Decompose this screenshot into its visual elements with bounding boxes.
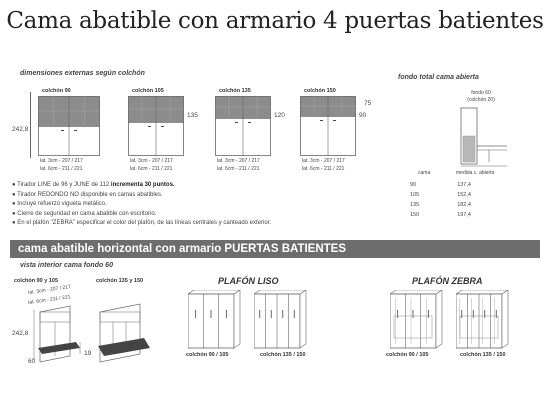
vista-label-b: colchón 135 y 150 (96, 278, 144, 284)
cama-cell: 105 (410, 192, 420, 198)
vista-leg: 19 (84, 350, 92, 357)
zebra-cabinet (390, 290, 446, 350)
cabinet-lat: lat. 3cm - 207 / 217 (302, 158, 345, 164)
liso-cabinet (254, 290, 310, 350)
fondo-table-wrap (410, 180, 475, 220)
medida-cell: 137,4 (457, 182, 471, 188)
list-item: ● Cierre de seguridad en cama abatible con escritorio. (12, 210, 157, 217)
last-dim-label: 75 (364, 100, 372, 107)
cama-cell: 150 (410, 212, 420, 218)
cabinet-lat: lat. 6cm - 211 / 221 (130, 166, 173, 172)
liso-cabinet (188, 290, 244, 350)
cabinet-label: colchón 135 (219, 88, 251, 94)
plafon-zebra-title: PLAFÓN ZEBRA (412, 276, 483, 286)
list-item: ● Incluye refuerzo vigueta metálico. (12, 201, 107, 207)
cabinet-dim: 90 (359, 112, 367, 119)
fondo-table (410, 180, 475, 220)
cabinet-elevation (128, 96, 184, 156)
table-row (410, 180, 475, 190)
vista-label-a: colchón 90 y 105 (14, 278, 59, 284)
cabinet-lat: lat. 3cm - 207 / 217 (130, 158, 173, 164)
cabinet-dim: 120 (274, 112, 285, 119)
list-item: ● Tirador LINE de 96 y JUNE de 112 incrementa 30 puntos. (12, 182, 175, 188)
section-band: cama abatible horizontal con armario PUERTAS BATIENTES (10, 240, 540, 258)
cabinet-lat: lat. 3cm - 207 / 217 (40, 158, 83, 164)
medida-cell: 182,4 (457, 202, 471, 208)
vista-lat1: lat. 3cm - 207 / 217 (28, 284, 72, 296)
cabinet-lat: lat. 6cm - 211 / 221 (217, 166, 260, 172)
cabinet-lat: lat. 6cm - 211 / 221 (302, 166, 345, 172)
page-title: Cama abatible con armario 4 puertas batientes (6, 8, 544, 34)
vista-heading: vista interior cama fondo 60 (20, 262, 113, 269)
cabinet-label: colchón 90 (42, 88, 71, 94)
vista-depth: 60 (28, 358, 36, 365)
plafon-zebra-b: colchón 135 / 150 (460, 352, 506, 358)
height-label: 242,8 (12, 126, 29, 133)
cabinet-elevation (215, 96, 271, 156)
cama-cell: 90 (410, 182, 417, 188)
plafon-liso-a: colchón 90 / 105 (186, 352, 229, 358)
vista-interior-diagrams (30, 290, 190, 366)
fondo-col1: cama (418, 170, 431, 176)
plafon-liso-b: colchón 135 / 150 (260, 352, 306, 358)
dimensiones-heading: dimensiones externas según colchón (20, 70, 145, 77)
zebra-cabinet (456, 290, 512, 350)
plafon-liso-title: PLAFÓN LISO (218, 276, 279, 286)
cabinet-elevation (300, 96, 356, 156)
table-row (410, 210, 475, 220)
list-item: ● Tirador REDONDO NO disponible en camas abatibles. (12, 191, 163, 198)
medida-cell: 152,4 (457, 192, 471, 198)
cabinet-dim: 135 (187, 112, 198, 119)
table-row (410, 190, 475, 200)
cama-cell: 135 (410, 202, 420, 208)
fondo-heading: fondo total cama abierta (398, 74, 479, 81)
fondo-sub1: fondo 60 (471, 90, 491, 96)
table-row (410, 200, 475, 210)
fondo-col2: medida c. abierta (456, 170, 495, 176)
cabinet-label: colchón 105 (132, 88, 164, 94)
plafon-zebra-a: colchón 90 / 105 (386, 352, 429, 358)
side-profile-diagram (455, 106, 515, 168)
cabinet-elevation (38, 96, 100, 156)
height-line (30, 92, 31, 158)
cabinet-label: colchón 150 (304, 88, 336, 94)
cabinet-lat: lat. 6cm - 211 / 221 (40, 166, 83, 172)
vista-lat2: lat. 6cm - 211 / 221 (28, 294, 71, 306)
medida-cell: 197,4 (457, 212, 471, 218)
list-item: ● En el plafón "ZEBRA" especificar el color del plafón, de las líneas centrales y canteado exterior. (12, 220, 272, 226)
bullet-list (12, 181, 402, 229)
fondo-sub2: (colchón 20) (467, 97, 495, 103)
cabinet-lat: lat. 3cm - 207 / 217 (217, 158, 260, 164)
vista-height: 242,8 (12, 330, 29, 337)
